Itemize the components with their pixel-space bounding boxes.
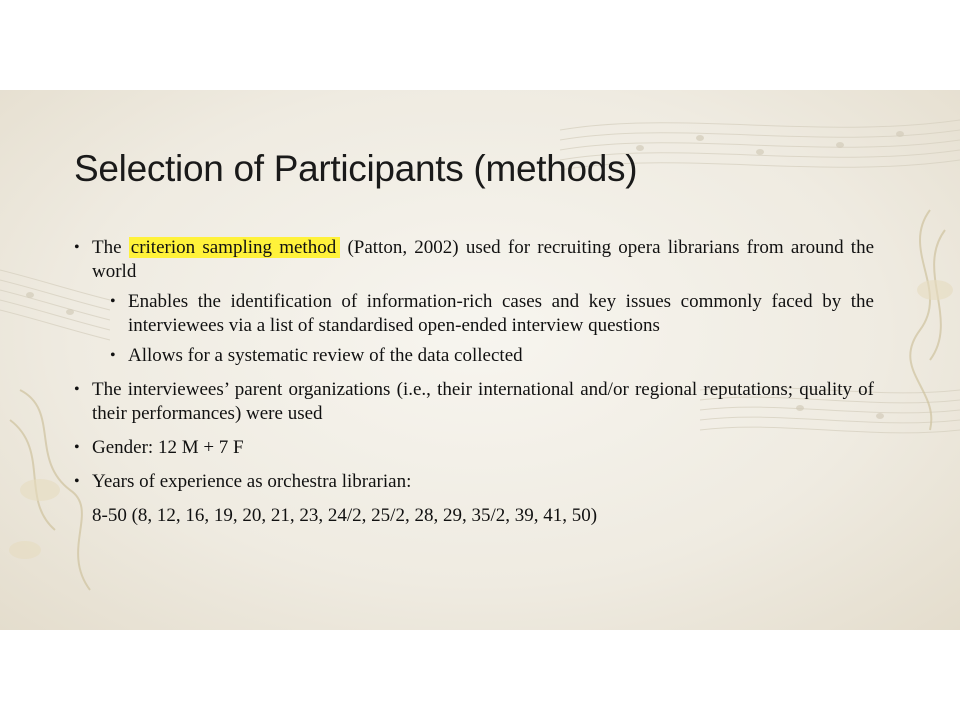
slide-title: Selection of Participants (methods) (74, 148, 638, 189)
years-values: 8-50 (8, 12, 16, 19, 20, 21, 23, 24/2, 25/2, 28, 29, 35/2, 39, 41, 50) (92, 505, 598, 526)
sub-bullet-identification: • Enables the identification of information-rich cases and key issues commonly faced by the interviewees via a list of standardised open-ended interview questions (110, 290, 874, 338)
bullet-list (74, 236, 874, 494)
bullet-sampling-prefix: The (92, 237, 122, 258)
sub-bullet-list (92, 290, 874, 368)
slide (0, 90, 960, 630)
bullet-years-label: Years of experience as orchestra librarian: (92, 471, 412, 492)
bullet-years-experience (74, 470, 874, 494)
bullet-sampling-method (74, 236, 874, 368)
bullet-sampling-suffix: (Patton, 2002) used for recruiting opera librarians from around the world (92, 237, 875, 282)
slide-content (74, 236, 874, 528)
sub-bullet-systematic-review: • Allows for a systematic review of the data collected (110, 344, 874, 368)
bullet-gender: • Gender: 12 M + 7 F (74, 436, 874, 460)
highlighted-term: criterion sampling method (129, 237, 340, 258)
bullet-parent-organizations: • The interviewees’ parent organizations (i.e., their international and/or regional reputations; quality of their performances) were used (74, 378, 874, 426)
